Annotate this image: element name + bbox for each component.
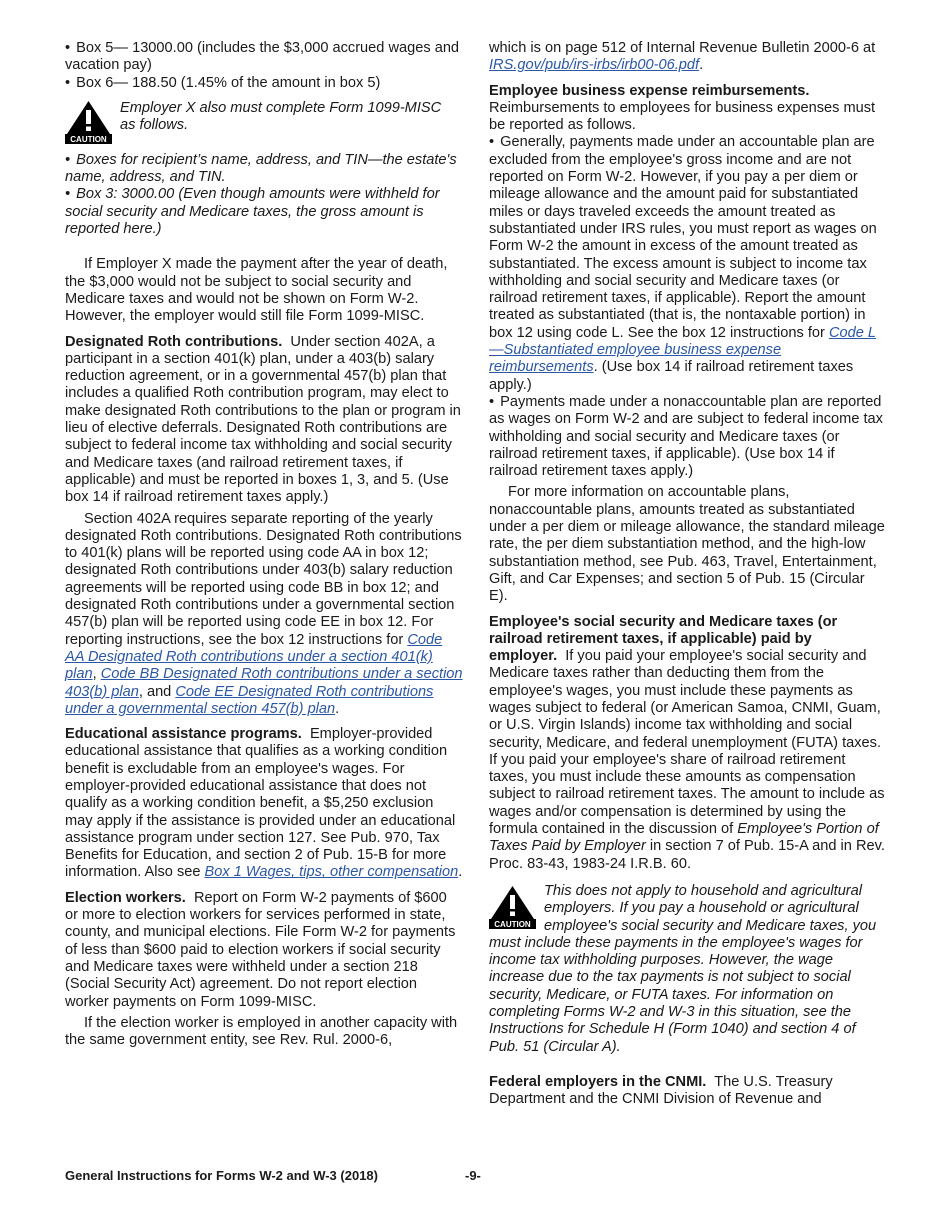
ebe-more-info: For more information on accountable plans, nonaccountable plans, amounts treated as substantiated under a per diem or mileage allowance, the standard mileage rate, the per diem substantiation method, and the high-low substantiation method, see Pub. 463, Travel, Entertainment, Gift, and Car Expenses; and section 5 of Pub. 15 (Circular E). bbox=[489, 484, 885, 605]
education-heading: Educational assistance programs. bbox=[65, 726, 302, 743]
page-number: -9- bbox=[465, 1168, 481, 1183]
separator: , bbox=[92, 666, 97, 683]
caution-icon bbox=[489, 885, 536, 929]
misc-bullet-recipient: • Boxes for recipient’s name, address, and TIN—the estate's name, address, and TIN. bbox=[65, 152, 463, 187]
caution-label: CAUTION bbox=[70, 134, 107, 144]
election-text: Report on Form W-2 payments of $600 or more to election workers for services performed in state, county, and municipal elections. File Form W-2 for payments of less than $600 paid to election workers if social security and Medicare taxes were withheld under a section 218 (Social Security Act) agreement. Do not report election worker payments on Form 1099-MISC. bbox=[65, 889, 456, 1010]
caution-label: CAUTION bbox=[494, 919, 531, 929]
link-code-ee[interactable]: Code EE Designated Roth contributions under a governmental section 457(b) plan bbox=[65, 683, 434, 717]
period: . bbox=[699, 57, 704, 74]
footer-title: General Instructions for Forms W-2 and W-3 (2018) bbox=[65, 1168, 378, 1183]
continuation-text: which is on page 512 of Internal Revenue Bulletin 2000-6 at bbox=[489, 40, 876, 56]
cnmi-text: The U.S. Treasury Department and the CNMI Division of Revenue and bbox=[489, 1073, 833, 1108]
caution-text: Employer X also must complete Form 1099-MISC as follows. bbox=[120, 99, 442, 134]
page-footer bbox=[65, 1168, 490, 1183]
caution-note-1099misc bbox=[65, 100, 463, 144]
box5-line: • Box 5— 13000.00 (includes the $3,000 accrued wages and vacation pay) bbox=[65, 40, 463, 75]
separator: , and bbox=[138, 683, 172, 700]
ebe-bullet-nonaccountable: • Payments made under a nonaccountable plan are reported as wages on Form W-2 and are subject to federal income tax withholding and social security and Medicare taxes (or railroad retirement taxes, if applicable). (Use box 14 if railroad retirement taxes apply.) bbox=[489, 394, 887, 480]
election-continued-paragraph: If the election worker is employed in another capacity with the same government entity, see Rev. Rul. 2000-6, bbox=[65, 1014, 458, 1049]
period: . bbox=[335, 700, 340, 717]
misc-bullet-box3: • Box 3: 3000.00 (Even though amounts were withheld for social security and Medicare taxes, the gross amount is reported here.) bbox=[65, 186, 463, 238]
period: . bbox=[458, 864, 463, 881]
left-column bbox=[65, 40, 463, 1049]
ebe-heading: Employee business expense reimbursements. bbox=[489, 82, 810, 99]
caution-icon bbox=[65, 100, 112, 144]
after-death-paragraph: If Employer X made the payment after the year of death, the $3,000 would not be subject to social security and Medicare taxes and would not be shown on Form W-2. However, the employer would still file Form 1099-MISC. bbox=[65, 256, 448, 325]
ssm-text: If you paid your employee's social security and Medicare taxes rather than deducting them from the employee's wages, you must include these payments as wages subject to federal (or American Samoa, CNMI, Guam, or U.S. Virgin Islands) income tax withholding and social security, Medicare, and federal unemployment (FUTA) taxes. If you paid your employee's share of railroad retirement taxes, you must include these amounts as compensation subject to railroad retirement taxes. The amount to include as wages and/or compensation is determined by using the formula contained in the discussion of bbox=[489, 648, 885, 838]
roth-reporting-text: Section 402A requires separate reporting of the yearly designated Roth contributions. Designated Roth contributions to 401(k) plans will be reported using code AA in box 12; designated Roth contributions under 403(b) salary reduction agreements will be reported using code BB in box 12; and designated Roth contributions under a governmental section 457(b) plan will be reported using code EE in box 12. For reporting instructions, see the box 12 instructions for bbox=[65, 510, 462, 648]
ssm-paragraph bbox=[489, 614, 887, 873]
revrul-continuation bbox=[489, 40, 887, 75]
roth-text: Under section 402A, a participant in a section 401(k) plan, under a 403(b) salary reduction agreement, or in a governmental 457(b) plan that includes a qualified Roth contribution program, may elect to make designated Roth contributions to the plan or program in lieu of elective deferrals. Designated Roth contributions are subject to federal income tax withholding and social security and Medicare taxes (and railroad retirement taxes, if applicable) and must be reported in boxes 1, 3, and 5. (Use box 14 if railroad retirement taxes apply.) bbox=[65, 333, 461, 506]
link-box1-wages[interactable]: Box 1 Wages, tips, other compensation bbox=[204, 864, 459, 881]
ebe-bullet-accountable bbox=[489, 134, 887, 393]
link-irb00-06[interactable]: IRS.gov/pub/irs-irbs/irb00-06.pdf bbox=[489, 57, 700, 74]
ssm-italic-ref: Employee's Portion of Taxes Paid by Employer bbox=[489, 821, 879, 855]
election-paragraph bbox=[65, 890, 463, 1011]
roth-reporting-paragraph bbox=[65, 511, 463, 719]
caution-icon-wrap bbox=[489, 885, 536, 929]
education-paragraph bbox=[65, 726, 463, 882]
right-column bbox=[489, 40, 887, 1109]
cnmi-heading: Federal employers in the CNMI. bbox=[489, 1073, 707, 1090]
link-code-aa[interactable]: Code AA Designated Roth contributions under a section 401(k) plan bbox=[65, 631, 443, 683]
cnmi-paragraph bbox=[489, 1074, 887, 1109]
caution-household-text: This does not apply to household and agricultural employers. If you pay a household or agricultural employee's social security and Medicare taxes, you must include these payments in the employee's wages for income tax withholding purposes. However, the wage increase due to the tax payments is not subject to social security, Medicare, or FUTA taxes. For information on completing Forms W-2 and W-3 in this situation, see the Instructions for Schedule H (Form 1040) and section 4 of Pub. 51 (Circular A). bbox=[489, 882, 877, 1055]
roth-paragraph bbox=[65, 334, 463, 507]
caution-note-household bbox=[489, 883, 887, 1056]
ebe-accountable-text: Generally, payments made under an accountable plan are excluded from the employee's gross income and are not reported on Form W-2. However, if you pay a per diem or mileage allowance and the amount paid for substantiated miles or days traveled exceeds the amount treated as substantiated under IRS rules, you must report as wages on Form W-2 the amount in excess of the amount treated as substantiated. The excess amount is subject to income tax withholding and social security and Medicare taxes (or railroad retirement taxes, if applicable). Report the amount treated as substantiated (that is, the nontaxable portion) in box 12 using code L. See the box 12 instructions for bbox=[489, 134, 877, 341]
ssm-heading: Employee's social security and Medicare taxes (or railroad retirement taxes, if applicable) paid by employer. bbox=[489, 613, 838, 665]
education-text: Employer-provided educational assistance that qualifies as a working condition benefit is excludable from an employee's wages. For employer-provided educational assistance that does not qualify as a working condition benefit, a $5,250 exclusion may apply if the assistance is provided under an educational assistance program under section 127. See Pub. 970, Tax Benefits for Education, and section 2 of Pub. 15-B for more information. Also see bbox=[65, 726, 456, 881]
roth-heading: Designated Roth contributions. bbox=[65, 333, 283, 350]
link-code-l[interactable]: Code L—Substantiated employee business expense reimbursements bbox=[489, 324, 876, 376]
ebe-accountable-end: . (Use box 14 if railroad retirement taxes apply.) bbox=[489, 359, 854, 393]
ebe-intro: Reimbursements to employees for business expenses must be reported as follows. bbox=[489, 99, 876, 134]
ssm-text-end: in section 7 of Pub. 15-A and in Rev. Proc. 83-43, 1983-24 I.R.B. 60. bbox=[489, 838, 885, 872]
box6-line: • Box 6— 188.50 (1.45% of the amount in box 5) bbox=[65, 75, 463, 92]
election-heading: Election workers. bbox=[65, 889, 186, 906]
link-code-bb[interactable]: Code BB Designated Roth contributions under a section 403(b) plan bbox=[65, 666, 463, 700]
